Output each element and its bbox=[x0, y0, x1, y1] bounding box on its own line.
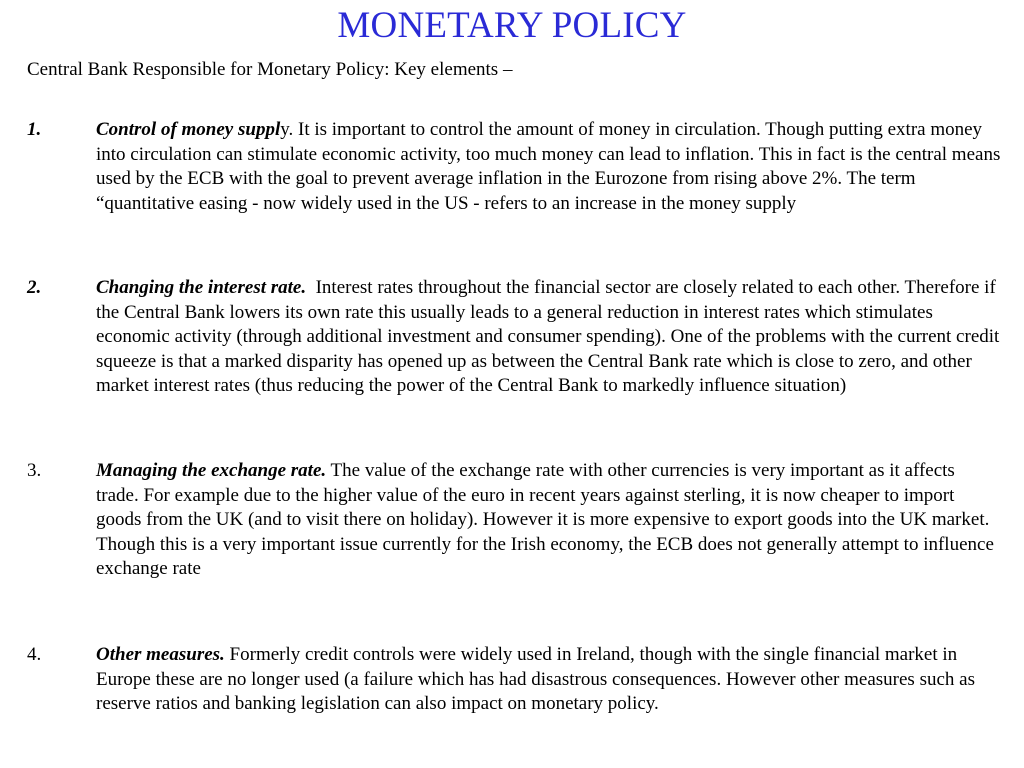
list-item-lead: Changing the interest rate. bbox=[96, 277, 307, 298]
list-item-body bbox=[96, 276, 1005, 399]
list-item-number: 2. bbox=[27, 277, 42, 298]
list-item-exchange-rate bbox=[27, 459, 1002, 582]
list-item-interest-rate bbox=[27, 276, 1005, 399]
slide-intro: Central Bank Responsible for Monetary Policy: Key elements – bbox=[27, 59, 513, 80]
list-item-lead: Control of money suppl bbox=[96, 119, 281, 140]
list-item-lead: Other measures. bbox=[96, 644, 225, 665]
list-item-text: The value of the exchange rate with other currencies is very important as it affects trade. For example due to the higher value of the euro in recent years against sterling, it is now cheaper to import goods from the UK (and to visit there on holiday). However it is more expensive to export goods into the UK market. Though this is a very important issue currently for the Irish economy, the ECB does not generally attempt to influence exchange rate bbox=[96, 460, 994, 579]
list-item-money-supply bbox=[27, 118, 1002, 216]
list-item-number: 3. bbox=[27, 460, 42, 481]
list-item-other-measures bbox=[27, 643, 1002, 717]
list-item-text: y. It is important to control the amount of money in circulation. Though putting extra money into circulation can stimulate economic activity, too much money can lead to inflation. This in fact is the central means used by the ECB with the goal to prevent average inflation in the Eurozone from rising above 2%. The term “quantitative easing - now widely used in the US - refers to an increase in the money supply bbox=[96, 119, 1001, 214]
slide-title: MONETARY POLICY bbox=[337, 5, 687, 46]
list-item-text: Formerly credit controls were widely used in Ireland, though with the single financial market in Europe these are no longer used (a failure which has had disastrous consequences. However other measures such as reserve ratios and banking legislation can also impact on monetary policy. bbox=[96, 644, 975, 714]
list-item-body bbox=[96, 118, 1002, 216]
list-item-text: Interest rates throughout the financial sector are closely related to each other. Therefore if the Central Bank lowers its own rate this usually leads to a general reduction in interest rates which stimulates economic activity (through additional investment and consumer spending). One of the problems with the current credit squeeze is that a marked disparity has opened up as between the Central Bank rate which is close to zero, and other market interest rates (thus reducing the power of the Central Bank to markedly influence situation) bbox=[96, 277, 1005, 396]
list-item-body bbox=[96, 643, 1002, 717]
list-item-number: 4. bbox=[27, 644, 42, 665]
list-item-body bbox=[96, 459, 1002, 582]
list-item-lead: Managing the exchange rate. bbox=[96, 460, 327, 481]
list-item-number: 1. bbox=[27, 119, 42, 140]
